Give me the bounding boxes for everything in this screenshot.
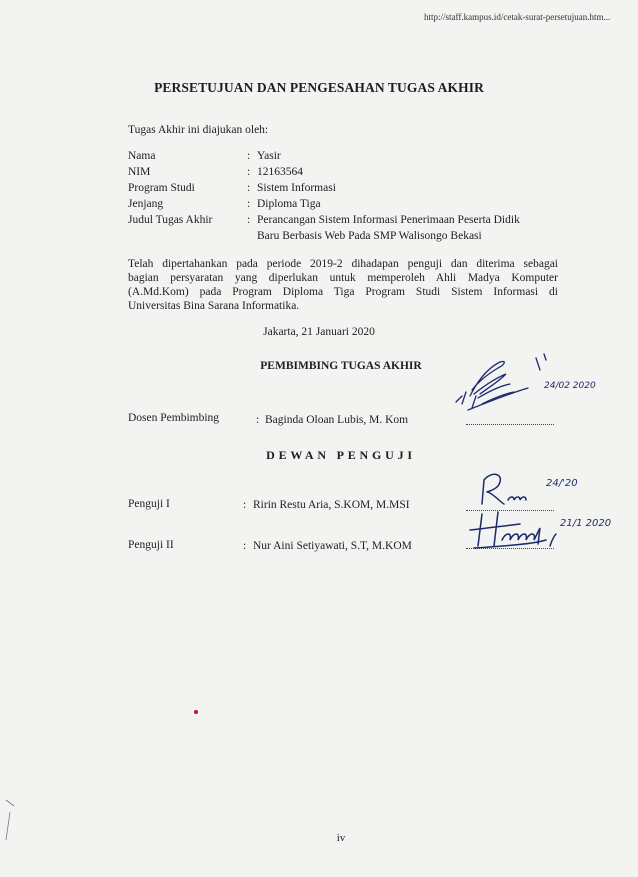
intro-text: Tugas Akhir ini diajukan oleh:: [128, 124, 269, 136]
field-colon: :: [243, 540, 247, 552]
field-value-judul: Perancangan Sistem Informasi Penerimaan Peserta Didik: [257, 214, 520, 226]
field-colon: :: [247, 198, 251, 210]
field-label-nama: Nama: [128, 150, 156, 162]
field-value-jenjang: Diploma Tiga: [257, 198, 321, 210]
field-value-judul-line2: Baru Berbasis Web Pada SMP Walisongo Bekasi: [257, 230, 482, 242]
field-value-prodi: Sistem Informasi: [257, 182, 336, 194]
red-dot: [194, 710, 198, 714]
pembimbing-label: Dosen Pembimbing: [128, 412, 220, 424]
field-colon: :: [247, 150, 251, 162]
field-value-nim: 12163564: [257, 166, 303, 178]
page-number: iv: [336, 832, 346, 844]
place-date: Jakarta, 21 Januari 2020: [263, 326, 375, 338]
pembimbing-signature: [448, 350, 598, 430]
penguji-1-name: Ririn Restu Aria, S.KOM, M.MSI: [253, 499, 410, 511]
penguji-2-label: Penguji II: [128, 539, 174, 551]
pembimbing-heading: PEMBIMBING TUGAS AKHIR: [260, 360, 422, 372]
penguji-2-signature: [464, 500, 614, 556]
field-colon: :: [247, 214, 251, 226]
field-colon: :: [243, 499, 247, 511]
field-label-jenjang: Jenjang: [128, 198, 164, 210]
field-label-prodi: Program Studi: [128, 182, 195, 194]
field-colon: :: [256, 414, 260, 426]
penguji-1-label: Penguji I: [128, 498, 170, 510]
penguji-2-name: Nur Aini Setiyawati, S.T, M.KOM: [253, 540, 412, 552]
field-label-judul: Judul Tugas Akhir: [128, 214, 213, 226]
field-colon: :: [247, 166, 251, 178]
paragraph-line: Universitas Bina Sarana Informatika.: [128, 300, 300, 312]
field-colon: :: [247, 182, 251, 194]
field-label-nim: NIM: [128, 166, 151, 178]
penguji-1-sig-date: 24/'20: [546, 478, 578, 489]
paragraph-line: (A.Md.Kom) pada Program Diploma Tiga Program Studi Sistem Informasi di: [128, 286, 558, 298]
header-url: http://staff.kampus.id/cetak-surat-persetujuan.htm...: [424, 12, 611, 22]
document-title: PERSETUJUAN DAN PENGESAHAN TUGAS AKHIR: [154, 80, 484, 95]
dewan-heading: DEWAN PENGUJI: [266, 448, 416, 462]
paragraph-line: bagian persyaratan yang diperlukan untuk memperoleh Ahli Madya Komputer: [128, 272, 558, 284]
approval-paragraph: [128, 257, 558, 313]
field-value-nama: Yasir: [257, 150, 281, 162]
penguji-2-sig-date: 21/1 2020: [560, 518, 612, 529]
pembimbing-sig-date: 24/02 2020: [544, 381, 596, 391]
pembimbing-name: Baginda Oloan Lubis, M. Kom: [265, 414, 409, 426]
paragraph-line: Telah dipertahankan pada periode 2019-2 dihadapan penguji dan diterima sebagai: [128, 258, 558, 270]
